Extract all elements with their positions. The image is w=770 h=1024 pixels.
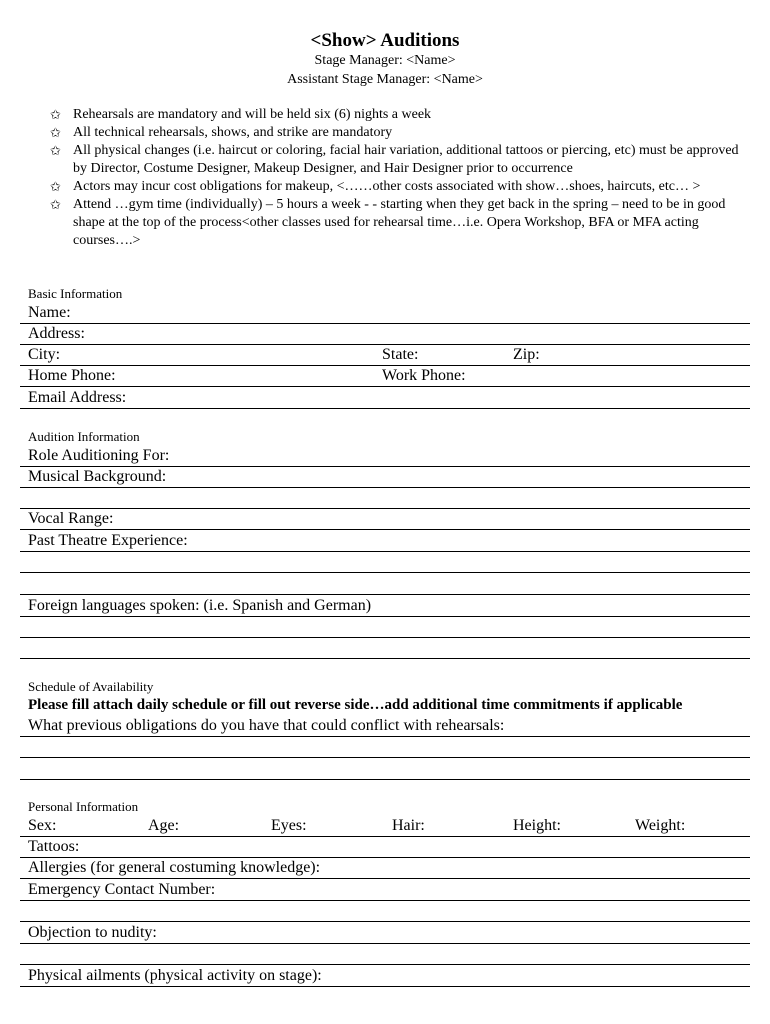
star-outline-icon: ✩	[50, 107, 61, 122]
hair-label: Hair:	[392, 817, 425, 834]
nudity-line[interactable]	[20, 944, 750, 965]
height-label: Height:	[513, 817, 561, 834]
allergies-label: Allergies (for general costuming knowledge):	[28, 859, 321, 876]
schedule-heading: Schedule of Availability	[28, 679, 154, 694]
schedule-note: Please fill attach daily schedule or fill out reverse side…add additional time commitments if applicable	[28, 697, 683, 713]
nudity-field[interactable]	[20, 923, 750, 944]
weight-label: Weight:	[635, 817, 686, 834]
age-label: Age:	[148, 817, 180, 834]
requirement-text: Attend …gym time (individually) – 5 hours a week - - starting when they get back in the spring – need to be in good shape at the top of the process<other classes used for rehearsal time…i.e. Opera Workshop, BFA or MFA acting courses….>	[73, 197, 726, 248]
city-state-zip-field[interactable]	[20, 345, 750, 366]
email-field[interactable]	[20, 388, 750, 409]
star-outline-icon: ✩	[50, 125, 61, 140]
form-title: <Show> Auditions	[310, 30, 460, 51]
emergency-contact-label: Emergency Contact Number:	[28, 881, 216, 898]
languages-line[interactable]	[20, 617, 750, 638]
languages-field[interactable]	[20, 596, 750, 617]
email-label: Email Address:	[28, 389, 127, 406]
sex-label: Sex:	[28, 817, 57, 834]
basic-information-heading: Basic Information	[28, 286, 123, 301]
role-field[interactable]	[20, 446, 750, 467]
requirement-item	[50, 178, 740, 196]
conflicts-line[interactable]	[20, 759, 750, 780]
address-label: Address:	[28, 325, 85, 342]
allergies-field[interactable]	[20, 858, 750, 879]
ailments-label: Physical ailments (physical activity on stage):	[28, 967, 322, 984]
theatre-experience-field[interactable]	[20, 531, 750, 552]
requirement-item	[50, 142, 740, 178]
zip-label: Zip:	[513, 346, 540, 363]
conflicts-label: What previous obligations do you have that could conflict with rehearsals:	[28, 717, 505, 734]
requirement-item	[50, 124, 740, 142]
conflicts-field[interactable]	[20, 716, 750, 737]
vocal-range-label: Vocal Range:	[28, 510, 114, 527]
physical-description-field[interactable]	[20, 816, 750, 837]
vocal-range-field[interactable]	[20, 509, 750, 530]
tattoos-label: Tattoos:	[28, 838, 80, 855]
requirement-item	[50, 106, 740, 124]
star-outline-icon: ✩	[50, 143, 61, 158]
personal-information-heading: Personal Information	[28, 799, 139, 814]
tattoos-field[interactable]	[20, 837, 750, 858]
theatre-experience-line[interactable]	[20, 574, 750, 595]
emergency-contact-field[interactable]	[20, 880, 750, 901]
languages-line[interactable]	[20, 638, 750, 659]
requirement-item	[50, 196, 740, 250]
assistant-stage-manager-line: Assistant Stage Manager: <Name>	[287, 72, 483, 87]
eyes-label: Eyes:	[271, 817, 307, 834]
nudity-label: Objection to nudity:	[28, 924, 157, 941]
conflicts-line[interactable]	[20, 737, 750, 758]
requirement-text: Actors may incur cost obligations for makeup, <……other costs associated with show…shoes, haircuts, etc… >	[73, 179, 701, 194]
state-label: State:	[382, 346, 419, 363]
requirements-list	[50, 106, 740, 250]
requirement-text: All physical changes (i.e. haircut or coloring, facial hair variation, additional tattoos or piercing, etc) must be approved by Director, Costume Designer, Makeup Designer, and Hair Designer prior to occurrence	[73, 143, 739, 176]
city-label: City:	[28, 346, 61, 363]
name-label: Name:	[28, 304, 71, 321]
musical-background-field[interactable]	[20, 467, 750, 488]
requirement-text: Rehearsals are mandatory and will be held six (6) nights a week	[73, 107, 432, 122]
musical-background-line[interactable]	[20, 488, 750, 509]
ailments-field[interactable]	[20, 966, 750, 987]
work-phone-label: Work Phone:	[382, 367, 466, 384]
emergency-contact-line[interactable]	[20, 901, 750, 922]
star-outline-icon: ✩	[50, 197, 61, 212]
role-label: Role Auditioning For:	[28, 447, 170, 464]
theatre-experience-label: Past Theatre Experience:	[28, 532, 188, 549]
address-field[interactable]	[20, 324, 750, 345]
home-phone-label: Home Phone:	[28, 367, 116, 384]
name-field[interactable]	[20, 303, 750, 324]
stage-manager-line: Stage Manager: <Name>	[314, 53, 456, 68]
audition-information-heading: Audition Information	[28, 429, 140, 444]
requirement-text: All technical rehearsals, shows, and strike are mandatory	[73, 125, 393, 140]
languages-label: Foreign languages spoken: (i.e. Spanish and German)	[28, 597, 372, 614]
star-outline-icon: ✩	[50, 179, 61, 194]
phone-field[interactable]	[20, 366, 750, 387]
musical-background-label: Musical Background:	[28, 468, 167, 485]
theatre-experience-line[interactable]	[20, 552, 750, 573]
